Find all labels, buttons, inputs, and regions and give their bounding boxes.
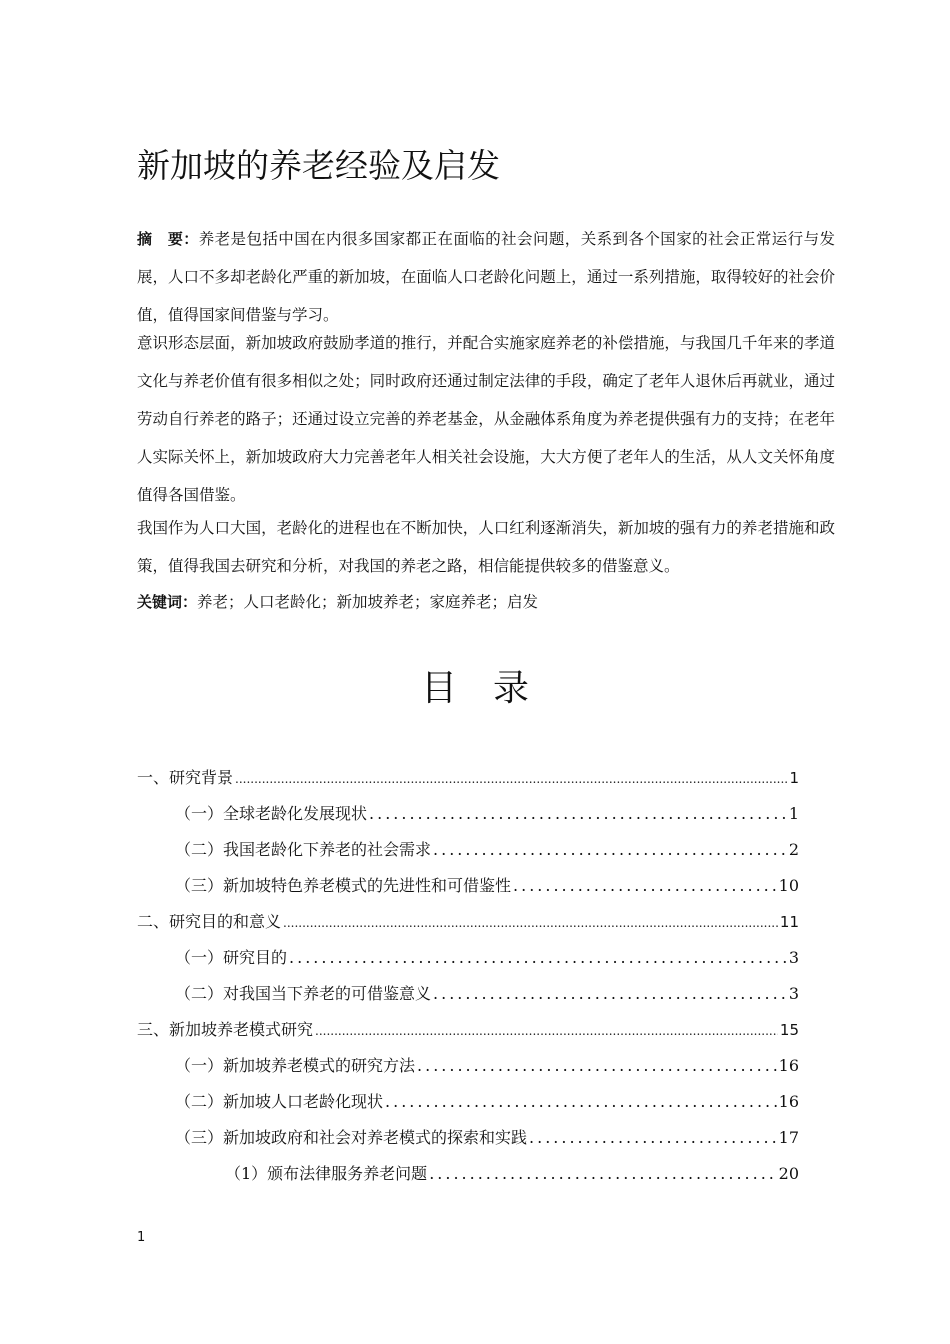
- toc-entry[interactable]: [137, 801, 799, 837]
- toc-entry[interactable]: [137, 1089, 799, 1125]
- toc-entry-title: （一）新加坡养老模式的研究方法: [175, 1056, 416, 1075]
- table-of-contents: [137, 765, 799, 1197]
- toc-leader-dots: [417, 1056, 777, 1075]
- toc-entry-title: （一）全球老龄化发展现状: [175, 804, 368, 823]
- toc-entry-title: 二、研究目的和意义: [137, 912, 282, 931]
- toc-leader-dots: [433, 840, 787, 859]
- abstract-label: 摘 要：: [137, 230, 199, 248]
- abstract-text: 养老是包括中国在内很多国家都正在面临的社会问题，关系到各个国家的社会正常运行与发展，人口不多却老龄化严重的新加坡，在面临人口老龄化问题上，通过一系列措施，取得较好的社会价值，值得国家间借鉴与学习。: [137, 230, 835, 324]
- toc-entry-page: 2: [788, 840, 799, 859]
- toc-entry-page: 3: [788, 984, 799, 1003]
- toc-leader-dots: [369, 804, 787, 823]
- toc-entry-page: 3: [788, 948, 799, 967]
- toc-heading: 目录: [420, 668, 565, 709]
- toc-leader-dots: [529, 1128, 777, 1147]
- toc-entry-title: （二）对我国当下养老的可借鉴意义: [175, 984, 432, 1003]
- toc-entry[interactable]: [137, 1053, 799, 1089]
- toc-leader-dots: [283, 916, 778, 930]
- toc-leader-dots: [385, 1092, 777, 1111]
- toc-entry-title: （一）研究目的: [175, 948, 288, 967]
- toc-entry-page: 11: [779, 913, 799, 931]
- body-paragraph-2: 意识形态层面，新加坡政府鼓励孝道的推行，并配合实施家庭养老的补偿措施，与我国几千年来的孝道文化与养老价值有很多相似之处；同时政府还通过制定法律的手段，确定了老年人退休后再就业，通过劳动自行养老的路子；还通过设立完善的养老基金，从金融体系角度为养老提供强有力的支持；在老年人实际关怀上，新加坡政府大力完善老年人相关社会设施，大大方便了老年人的生活，从人文关怀角度值得各国借鉴。: [137, 334, 835, 504]
- toc-leader-dots: [235, 772, 787, 786]
- keywords-text: 养老；人口老龄化；新加坡养老；家庭养老；启发: [197, 593, 539, 611]
- toc-entry[interactable]: [137, 981, 799, 1017]
- document-title: 新加坡的养老经验及启发: [137, 146, 500, 185]
- toc-entry[interactable]: [137, 837, 799, 873]
- toc-entry-page: 1: [788, 804, 799, 823]
- toc-entry-page: 15: [779, 1021, 799, 1039]
- toc-entry-page: 16: [778, 1092, 799, 1111]
- toc-entry-title: 三、新加坡养老模式研究: [137, 1020, 314, 1039]
- toc-entry[interactable]: [137, 1161, 799, 1197]
- toc-entry[interactable]: [137, 945, 799, 981]
- toc-leader-dots: [513, 876, 777, 895]
- toc-entry-title: （二）新加坡人口老龄化现状: [175, 1092, 384, 1111]
- keywords-label: 关键词：: [137, 593, 198, 611]
- toc-entry-title: （1）颁布法律服务养老问题: [225, 1164, 428, 1183]
- toc-entry-page: 17: [778, 1128, 799, 1147]
- page-number: 1: [137, 1230, 146, 1245]
- toc-entry-title: （三）新加坡政府和社会对养老模式的探索和实践: [175, 1128, 528, 1147]
- body-paragraph-3: 我国作为人口大国，老龄化的进程也在不断加快，人口红利逐渐消失，新加坡的强有力的养老措施和政策，值得我国去研究和分析，对我国的养老之路，相信能提供较多的借鉴意义。: [137, 519, 835, 575]
- toc-entry-page: 1: [789, 769, 799, 787]
- toc-entry-page: 20: [778, 1164, 799, 1183]
- toc-entry-page: 10: [778, 876, 799, 895]
- toc-entry[interactable]: [137, 873, 799, 909]
- toc-entry-title: （二）我国老龄化下养老的社会需求: [175, 840, 432, 859]
- toc-entry-title: 一、研究背景: [137, 768, 234, 787]
- toc-entry[interactable]: [137, 1125, 799, 1161]
- toc-entry[interactable]: [137, 1017, 799, 1053]
- keywords-line: [137, 583, 835, 621]
- toc-entry-page: 16: [778, 1056, 799, 1075]
- toc-entry-title: （三）新加坡特色养老模式的先进性和可借鉴性: [175, 876, 512, 895]
- toc-leader-dots: [433, 984, 787, 1003]
- toc-leader-dots: [315, 1024, 778, 1038]
- toc-entry[interactable]: [137, 909, 799, 945]
- toc-leader-dots: [289, 948, 787, 967]
- abstract-paragraph: [137, 220, 835, 334]
- toc-leader-dots: [429, 1164, 776, 1183]
- toc-entry[interactable]: [137, 765, 799, 801]
